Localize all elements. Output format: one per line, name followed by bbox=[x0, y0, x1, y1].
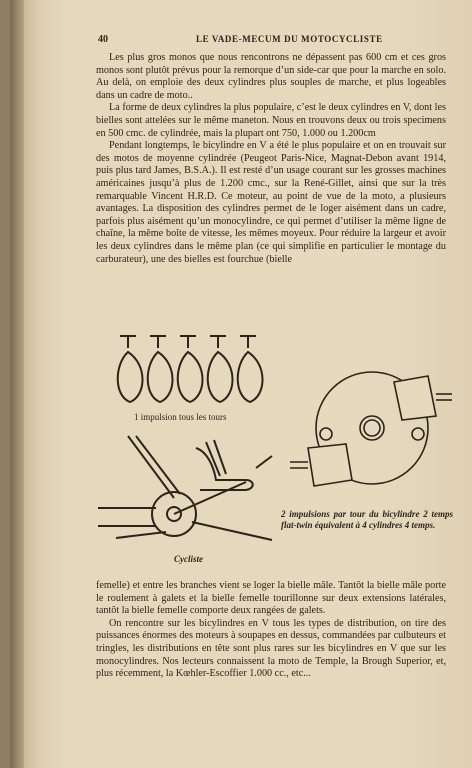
flat-twin-engine-diagram bbox=[286, 358, 456, 508]
paragraph: Les plus gros monos que nous rencontrons ne dépassent pas 600 cm et ces gros monos sont plutôt prévus pour la remorque d’un side-car que pour la marche en solo. Au delà, on emploie des deux cylindres plus souples de marche, et plus logeables dans un cadre de moto.. bbox=[96, 52, 446, 101]
book-spine bbox=[10, 0, 24, 768]
page-number: 40 bbox=[98, 34, 108, 45]
cyclist-caption: Cycliste bbox=[174, 554, 203, 564]
book-page bbox=[10, 0, 472, 768]
impulsion-loop-diagram bbox=[116, 330, 266, 412]
paragraph: On rencontre sur les bicylindres en V tous les types de distribution, on tire des puissances énormes des moteurs à soupapes en dessus, commandées par culbuteurs et tringles, les distributions en tête sont plus rares sur les bicylindres en V que sur les monocylindres. Nos lecteurs connaissent la moto de Temple, la Brough Superior, et, plus récemment, la Kœhler-Escoffier 1.000 cc., etc... bbox=[96, 617, 446, 680]
page-header bbox=[98, 34, 448, 48]
cyclist-illustration bbox=[96, 428, 274, 548]
running-title: LE VADE-MECUM DU MOTOCYCLISTE bbox=[196, 34, 383, 44]
text-block-bottom bbox=[96, 580, 446, 681]
text-block-top bbox=[96, 52, 446, 266]
flat-twin-caption: 2 impulsions par tour du bicylindre 2 temps flat-twin équivalent à 4 cylindres 4 temps. bbox=[281, 509, 453, 530]
impulsion-caption: 1 impulsion tous les tours bbox=[134, 412, 227, 422]
paragraph: femelle) et entre les branches vient se loger la bielle mâle. Tantôt la bielle mâle porte le roulement à galets et la bielle femelle tourillonne sur deux extensions latérales, tantôt la bielle femelle comporte deux rangées de galets. bbox=[96, 580, 446, 617]
paragraph: La forme de deux cylindres la plus populaire, c’est le deux cylindres en V, dont les bielles sont attelées sur le même maneton. Nous en trouvons deux ou trois specimens en 500 cmc. de cylindrée, mais la plupart ont 750, 1.000 ou 1.200cm bbox=[96, 102, 446, 139]
figures-area bbox=[96, 328, 456, 573]
paragraph: Pendant longtemps, le bicylindre en V a été le plus populaire et on en trouvait sur des motos de moyenne cylindrée (Peugeot Paris-Nice, Magnat-Debon avant 1914, puis plus tard James, B.S.A.). Il est resté d’un usage courant sur les grosses machines américaines jusqu’à plus de 1.200 cmc., sur la René-Gillet, ainsi que sur la très remarquable Vincent H.R.D. Ce moteur, au point de vue de la moto, a plusieurs avantages. La disposition des cylindres permet de le loger aisément dans un cadre, parfois plus aisément qu’un monocylindre, ce qui permet d’utiliser la même ligne de chaîne, la même boîte de vitesse, les mêmes moyeux. Pour réduire la largeur et avoir les deux cylindres dans le même plan (ce qui simplifie en particulier le montage du carburateur), une des bielles est fourchue (bielle bbox=[96, 140, 446, 265]
